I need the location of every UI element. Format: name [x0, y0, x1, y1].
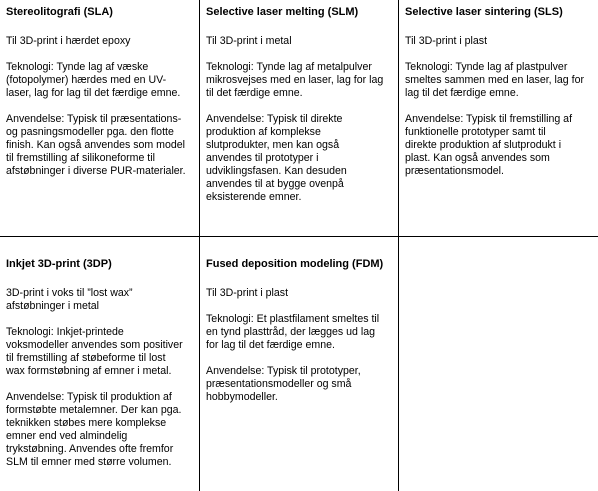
cell-technology: Teknologi: Inkjet-printede voksmodeller anvendes som positiver til fremstilling af støbeforme til lost wax formstøbning af emner i metal. — [6, 326, 183, 377]
cell-title: Selective laser sintering (SLS) — [405, 6, 563, 18]
cell-sls — [399, 6, 598, 191]
cell-application: Anvendelse: Typisk til direkte produktion af komplekse slutprodukter, men kan også anvendes til prototyper i udviklingsfasen. Kan desuden anvendes til at bygge ovenpå eksisterende emner. — [206, 113, 347, 203]
cell-3dp — [0, 258, 200, 482]
cell-application: Anvendelse: Typisk til produktion af formstøbte metalemner. Der kan pga. teknikken støbes mere komplekse emner end ved almindelig trykstøbning. Anvendes ofte fremfor SLM til emner med større volumen. — [6, 391, 182, 468]
cell-application: Anvendelse: Typisk til præsentations- og pasningsmodeller pga. den flotte finish. Kan også anvendes som model til fremstilling af silikoneforme til afstøbninger i diverse PUR-materialer. — [6, 113, 186, 177]
cell-purpose: Til 3D-print i plast — [206, 287, 289, 299]
cell-slm — [200, 6, 399, 217]
cell-title: Selective laser melting (SLM) — [206, 6, 359, 18]
cell-title: Inkjet 3D-print (3DP) — [6, 258, 112, 270]
cell-sla — [0, 6, 200, 191]
cell-technology: Teknologi: Et plastfilament smeltes til en tynd plasttråd, der lægges ud lag for lag til det færdige emne. — [206, 313, 380, 351]
cell-technology: Teknologi: Tynde lag af plastpulver smeltes sammen med en laser, lag for lag til det færdige emne. — [405, 61, 584, 99]
cell-technology: Teknologi: Tynde lag af væske (fotopolymer) hærdes med en UV- laser, lag for lag til det færdige emne. — [6, 61, 181, 99]
cell-purpose: Til 3D-print i plast — [405, 35, 488, 47]
cell-application: Anvendelse: Typisk til fremstilling af funktionelle prototyper samt til direkte produktion af slutprodukt i plast. Kan også anvendes som præsentationsmodel. — [405, 113, 573, 177]
cell-technology: Teknologi: Tynde lag af metalpulver mikrosvejses med en laser, lag for lag til det færdige emne. — [206, 61, 384, 99]
cell-purpose: Til 3D-print i metal — [206, 35, 292, 47]
cell-fdm — [200, 258, 399, 417]
cell-purpose: Til 3D-print i hærdet epoxy — [6, 35, 131, 47]
row-divider — [0, 236, 598, 237]
cell-application: Anvendelse: Typisk til prototyper, præsentationsmodeller og små hobbymodeller. — [206, 365, 361, 403]
cell-title: Stereolitografi (SLA) — [6, 6, 113, 18]
cell-title: Fused deposition modeling (FDM) — [206, 258, 384, 270]
cell-purpose: 3D-print i voks til ”lost wax” afstøbninger i metal — [6, 287, 133, 312]
